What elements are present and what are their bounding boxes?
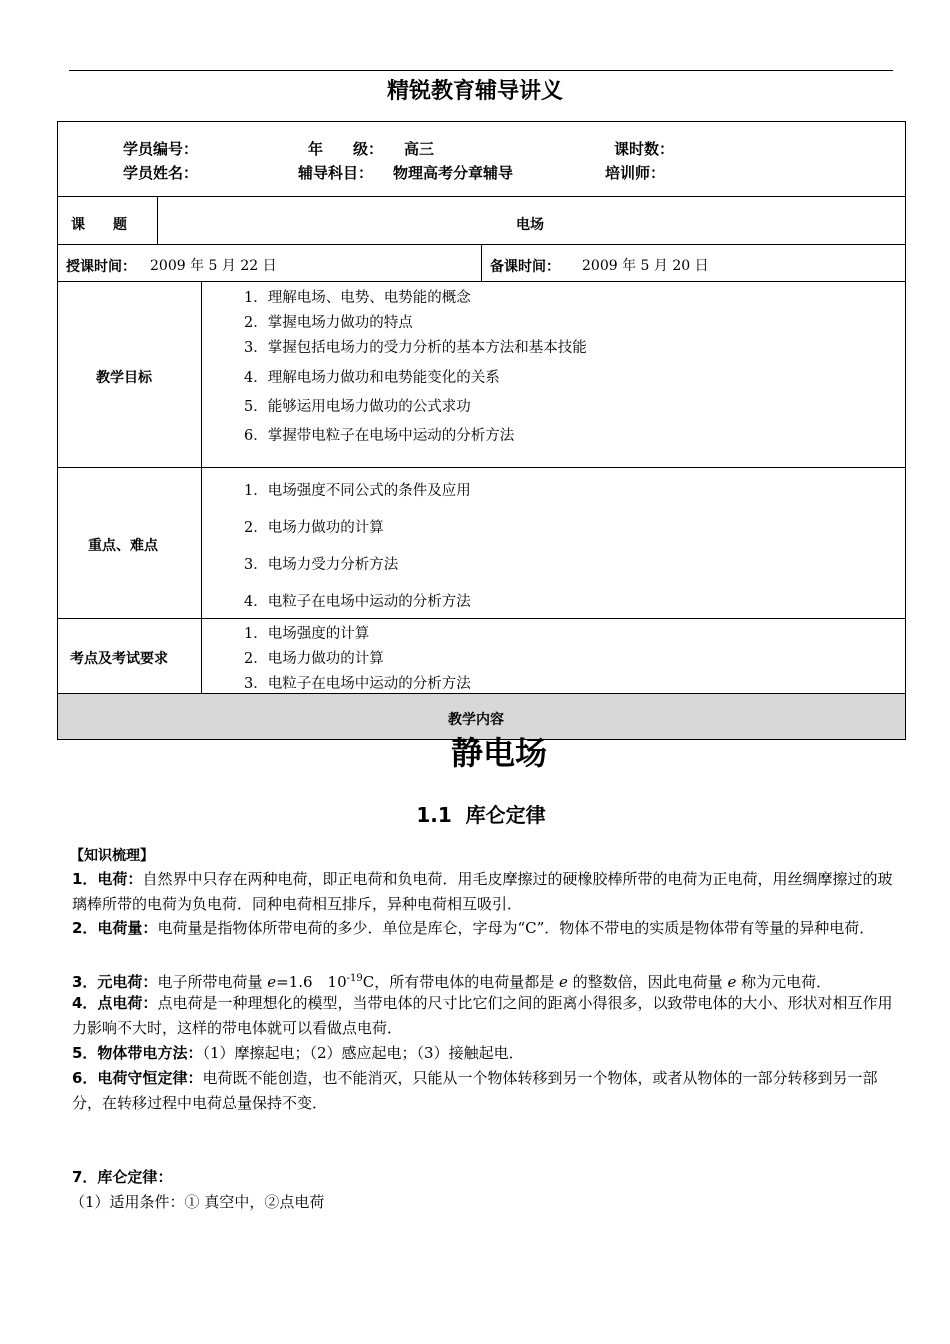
objective-item: 1．理解电场、电势、电势能的概念 bbox=[244, 290, 471, 306]
paragraph-text: C，所有带电体的电荷量都是 bbox=[362, 973, 559, 991]
paragraph-text: 电荷量是指物体所带电荷的多少．单位是库仑，字母为“C”．物体不带电的实质是物体带有等量的异种电荷． bbox=[157, 919, 875, 937]
paragraph-text: 的整数倍，因此电荷量 bbox=[567, 973, 728, 991]
top-rule bbox=[69, 70, 893, 71]
paragraph-heading: 4．点电荷： bbox=[72, 994, 158, 1012]
paragraph-text: （1）摩擦起电；（2）感应起电；（3）接触起电． bbox=[202, 1044, 524, 1062]
key-point-item: 4．电粒子在电场中运动的分析方法 bbox=[244, 594, 471, 610]
paragraph-text: =1.6 10 bbox=[276, 973, 347, 991]
paragraph-heading: 7．库仑定律： bbox=[72, 1168, 173, 1186]
table-rule bbox=[57, 281, 906, 282]
key-point-item: 3．电场力受力分析方法 bbox=[244, 557, 399, 573]
student-id-label: 学员编号： bbox=[123, 140, 199, 158]
symbol-e: e bbox=[267, 973, 277, 991]
paragraph-heading: 1．电荷： bbox=[72, 870, 143, 888]
symbol-e: e bbox=[559, 973, 568, 991]
subject-label: 辅导科目： bbox=[298, 164, 374, 182]
paragraph-text: 电子所带电荷量 bbox=[157, 973, 268, 991]
objective-item: 6．掌握带电粒子在电场中运动的分析方法 bbox=[244, 428, 515, 444]
objective-item: 4．理解电场力做功和电势能变化的关系 bbox=[244, 370, 500, 386]
teach-time-label: 授课时间： bbox=[66, 259, 136, 275]
grade-label: 年 级： bbox=[308, 140, 384, 158]
grade-value: 高三 bbox=[404, 140, 435, 158]
exam-points-label: 考点及考试要求 bbox=[70, 651, 168, 667]
paragraph-conditions: （1）适用条件：① 真空中，②点电荷 bbox=[70, 1193, 325, 1211]
section-title: 1.1 库仑定律 bbox=[416, 803, 546, 827]
teach-time-value: 2009 年 5 月 22 日 bbox=[150, 258, 277, 274]
objective-item: 2．掌握电场力做功的特点 bbox=[244, 315, 413, 331]
document-title: 精锐教育辅导讲义 bbox=[386, 79, 563, 104]
paragraph-text: 点电荷是一种理想化的模型，当带电体的尺寸比它们之间的距离小得很多，以致带电体的大小、形状对相互作用力影响不大时，这样的带电体就可以看做点电荷． bbox=[72, 994, 893, 1037]
table-rule bbox=[157, 196, 158, 244]
paragraph-heading: 6．电荷守恒定律： bbox=[72, 1069, 203, 1087]
key-point-item: 2．电场力做功的计算 bbox=[244, 520, 384, 536]
paragraph-heading: 2．电荷量： bbox=[72, 919, 158, 937]
exam-point-item: 2．电场力做功的计算 bbox=[244, 651, 384, 667]
key-points-label: 重点、难点 bbox=[88, 538, 158, 554]
objective-item: 5．能够运用电场力做功的公式求功 bbox=[244, 399, 471, 415]
exam-point-item: 3．电粒子在电场中运动的分析方法 bbox=[244, 676, 471, 692]
paragraph-charge bbox=[72, 867, 902, 917]
paragraph-text: 称为元电荷． bbox=[736, 973, 832, 991]
hours-label: 课时数： bbox=[614, 140, 675, 158]
table-rule bbox=[57, 467, 906, 468]
trainer-label: 培训师： bbox=[605, 164, 666, 182]
paragraph-charging-methods bbox=[72, 1041, 902, 1066]
table-rule bbox=[57, 196, 906, 197]
paragraph-point-charge bbox=[72, 991, 902, 1041]
topic-label: 课 题 bbox=[71, 217, 127, 233]
exam-point-item: 1．电场强度的计算 bbox=[244, 626, 370, 642]
prep-time-label: 备课时间： bbox=[490, 259, 560, 275]
paragraph-conservation bbox=[72, 1066, 902, 1116]
paragraph-text: 自然界中只存在两种电荷，即正电荷和负电荷．用毛皮摩擦过的硬橡胶棒所带的电荷为正电荷，用丝绸摩擦过的玻璃棒所带的电荷为负电荷．同种电荷相互排斥，异种电荷相互吸引． bbox=[72, 870, 893, 913]
prep-time-value: 2009 年 5 月 20 日 bbox=[582, 258, 709, 274]
objective-item: 3．掌握包括电场力的受力分析的基本方法和基本技能 bbox=[244, 340, 587, 356]
paragraph-heading: 5．物体带电方法： bbox=[72, 1044, 203, 1062]
knowledge-heading: 【知识梳理】 bbox=[70, 848, 154, 864]
paragraph-heading: 3．元电荷： bbox=[72, 973, 158, 991]
objectives-label: 教学目标 bbox=[96, 370, 152, 386]
exponent: -19 bbox=[346, 973, 363, 984]
student-name-label: 学员姓名： bbox=[123, 164, 199, 182]
table-rule bbox=[57, 618, 906, 619]
topic-value: 电场 bbox=[516, 217, 544, 233]
content-header: 教学内容 bbox=[448, 712, 504, 728]
table-rule bbox=[481, 244, 482, 281]
subject-value: 物理高考分章辅导 bbox=[393, 164, 514, 182]
paragraph-charge-quantity bbox=[72, 916, 902, 941]
table-rule bbox=[201, 281, 202, 693]
paragraph-coulomb-law bbox=[72, 1165, 902, 1190]
main-title: 静电场 bbox=[450, 734, 547, 772]
symbol-e: e bbox=[727, 973, 737, 991]
key-point-item: 1．电场强度不同公式的条件及应用 bbox=[244, 483, 471, 499]
paragraph-text: 电荷既不能创造，也不能消灭，只能从一个物体转移到另一个物体，或者从物体的一部分转移到另一部分，在转移过程中电荷总量保持不变． bbox=[72, 1069, 878, 1112]
